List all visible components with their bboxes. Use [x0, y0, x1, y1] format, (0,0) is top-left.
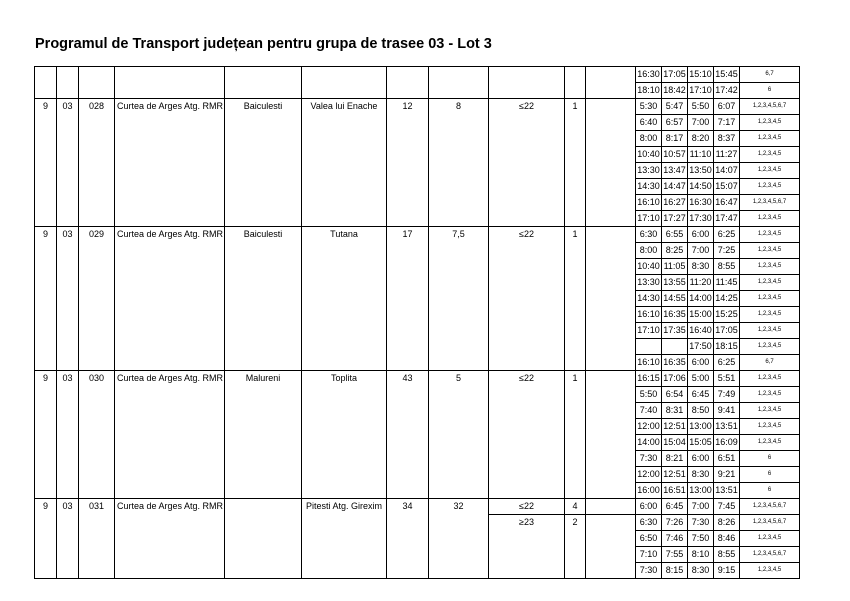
- time-cell: 15:07: [714, 179, 740, 195]
- time-cell: 13:30: [636, 275, 662, 291]
- days-cell: 6: [740, 451, 800, 467]
- time-cell: 14:00: [688, 291, 714, 307]
- days-cell: 1,2,3,4,5: [740, 131, 800, 147]
- table-row: [35, 499, 800, 515]
- time-cell: 6:55: [662, 227, 688, 243]
- time-cell: 7:30: [636, 451, 662, 467]
- time-cell: 16:09: [714, 435, 740, 451]
- time-cell: 6:07: [714, 99, 740, 115]
- time-cell: 18:15: [714, 339, 740, 355]
- time-cell: 13:30: [636, 163, 662, 179]
- days-cell: 6: [740, 467, 800, 483]
- days-cell: 1,2,3,4,5: [740, 387, 800, 403]
- destination-cell: Toplita: [302, 371, 387, 499]
- time-cell: 5:51: [714, 371, 740, 387]
- time-cell: 15:04: [662, 435, 688, 451]
- time-cell: 10:57: [662, 147, 688, 163]
- time-cell: 7:40: [636, 403, 662, 419]
- time-cell: 16:51: [662, 483, 688, 499]
- time-cell: 18:10: [636, 83, 662, 99]
- schedule-table: [34, 66, 800, 579]
- empty-cell: [35, 67, 57, 99]
- time-cell: 8:17: [662, 131, 688, 147]
- time-cell: 18:42: [662, 83, 688, 99]
- destination-cell: Pitesti Atg. Girexim: [302, 499, 387, 579]
- time-cell: 8:55: [714, 259, 740, 275]
- days-cell: 1,2,3,4,5: [740, 211, 800, 227]
- time-cell: 15:25: [714, 307, 740, 323]
- days-cell: 1,2,3,4,5: [740, 323, 800, 339]
- zone-cell: 9: [35, 227, 57, 371]
- time-cell: 8:20: [688, 131, 714, 147]
- days-cell: 1,2,3,4,5: [740, 115, 800, 131]
- empty-cell: [489, 67, 565, 99]
- days-cell: 1,2,3,4,5,6,7: [740, 195, 800, 211]
- time-cell: 11:10: [688, 147, 714, 163]
- days-cell: 1,2,3,4,5,6,7: [740, 99, 800, 115]
- time-cell: 7:46: [662, 531, 688, 547]
- time-cell: 5:50: [636, 387, 662, 403]
- days-cell: 6: [740, 483, 800, 499]
- days-cell: 6,7: [740, 355, 800, 371]
- time-cell: [662, 339, 688, 355]
- stops-cell: 5: [429, 371, 489, 499]
- time-cell: 7:25: [714, 243, 740, 259]
- time-cell: 14:30: [636, 179, 662, 195]
- time-cell: 12:51: [662, 419, 688, 435]
- route-code-cell: 031: [79, 499, 115, 579]
- spacer-cell: [586, 99, 636, 227]
- time-cell: 8:55: [714, 547, 740, 563]
- time-cell: 9:15: [714, 563, 740, 579]
- time-cell: 8:30: [688, 467, 714, 483]
- time-cell: 8:26: [714, 515, 740, 531]
- time-cell: 17:50: [688, 339, 714, 355]
- table-row: [35, 371, 800, 387]
- table-row: [35, 99, 800, 115]
- time-cell: 13:00: [688, 419, 714, 435]
- time-cell: 17:10: [688, 83, 714, 99]
- time-cell: 12:00: [636, 467, 662, 483]
- time-cell: 15:45: [714, 67, 740, 83]
- time-cell: 5:47: [662, 99, 688, 115]
- time-cell: 7:00: [688, 243, 714, 259]
- time-cell: 14:25: [714, 291, 740, 307]
- table-row: [35, 67, 800, 83]
- time-cell: 8:25: [662, 243, 688, 259]
- time-cell: 6:57: [662, 115, 688, 131]
- time-cell: 5:00: [688, 371, 714, 387]
- days-cell: 1,2,3,4,5: [740, 275, 800, 291]
- time-cell: 6:45: [662, 499, 688, 515]
- time-cell: 16:30: [688, 195, 714, 211]
- time-cell: 11:27: [714, 147, 740, 163]
- time-cell: 7:17: [714, 115, 740, 131]
- time-cell: 6:30: [636, 227, 662, 243]
- time-cell: 8:30: [688, 563, 714, 579]
- time-cell: 17:30: [688, 211, 714, 227]
- time-cell: 16:35: [662, 355, 688, 371]
- time-cell: 7:49: [714, 387, 740, 403]
- time-cell: 6:45: [688, 387, 714, 403]
- empty-cell: [429, 67, 489, 99]
- time-cell: 6:50: [636, 531, 662, 547]
- origin-cell: Curtea de Arges Atg. RMR: [115, 499, 225, 579]
- days-cell: 1,2,3,4,5: [740, 419, 800, 435]
- time-cell: 11:45: [714, 275, 740, 291]
- group-cell: 03: [57, 227, 79, 371]
- time-cell: 5:50: [688, 99, 714, 115]
- days-cell: 1,2,3,4,5: [740, 307, 800, 323]
- time-cell: 17:47: [714, 211, 740, 227]
- group-cell: 03: [57, 499, 79, 579]
- route-code-cell: 029: [79, 227, 115, 371]
- via-cell: Baiculesti: [225, 99, 302, 227]
- vehicles-cell: 2: [565, 515, 586, 579]
- time-cell: 15:05: [688, 435, 714, 451]
- time-cell: 16:35: [662, 307, 688, 323]
- time-cell: 8:21: [662, 451, 688, 467]
- time-cell: 7:10: [636, 547, 662, 563]
- days-cell: 1,2,3,4,5: [740, 403, 800, 419]
- time-cell: 7:00: [688, 115, 714, 131]
- time-cell: 13:47: [662, 163, 688, 179]
- time-cell: 13:00: [688, 483, 714, 499]
- time-cell: 16:27: [662, 195, 688, 211]
- days-cell: 6: [740, 83, 800, 99]
- time-cell: 16:10: [636, 355, 662, 371]
- time-cell: 7:55: [662, 547, 688, 563]
- via-cell: Malureni: [225, 371, 302, 499]
- days-cell: 1,2,3,4,5: [740, 163, 800, 179]
- capacity-cell: ≤22: [489, 99, 565, 227]
- empty-cell: [115, 67, 225, 99]
- zone-cell: 9: [35, 99, 57, 227]
- time-cell: 13:51: [714, 419, 740, 435]
- time-cell: 8:00: [636, 243, 662, 259]
- capacity-cell: ≥23: [489, 515, 565, 579]
- time-cell: 8:00: [636, 131, 662, 147]
- spacer-cell: [586, 227, 636, 371]
- time-cell: 17:42: [714, 83, 740, 99]
- empty-cell: [387, 67, 429, 99]
- origin-cell: Curtea de Arges Atg. RMR: [115, 99, 225, 227]
- time-cell: 8:15: [662, 563, 688, 579]
- empty-cell: [225, 67, 302, 99]
- empty-cell: [586, 67, 636, 99]
- distance-cell: 43: [387, 371, 429, 499]
- days-cell: 1,2,3,4,5: [740, 371, 800, 387]
- days-cell: 1,2,3,4,5: [740, 339, 800, 355]
- time-cell: 6:00: [688, 451, 714, 467]
- stops-cell: 8: [429, 99, 489, 227]
- via-cell: [225, 499, 302, 579]
- time-cell: 17:10: [636, 323, 662, 339]
- destination-cell: Valea lui Enache: [302, 99, 387, 227]
- time-cell: 7:30: [636, 563, 662, 579]
- spacer-cell: [586, 499, 636, 515]
- distance-cell: 17: [387, 227, 429, 371]
- capacity-cell: ≤22: [489, 499, 565, 515]
- zone-cell: 9: [35, 371, 57, 499]
- time-cell: 6:25: [714, 227, 740, 243]
- stops-cell: 7,5: [429, 227, 489, 371]
- empty-cell: [565, 67, 586, 99]
- days-cell: 1,2,3,4,5: [740, 291, 800, 307]
- route-code-cell: 030: [79, 371, 115, 499]
- time-cell: 16:40: [688, 323, 714, 339]
- time-cell: 8:30: [688, 259, 714, 275]
- group-cell: 03: [57, 371, 79, 499]
- time-cell: 7:50: [688, 531, 714, 547]
- time-cell: 7:30: [688, 515, 714, 531]
- days-cell: 1,2,3,4,5: [740, 179, 800, 195]
- time-cell: 8:50: [688, 403, 714, 419]
- time-cell: [636, 339, 662, 355]
- time-cell: 17:05: [714, 323, 740, 339]
- time-cell: 7:26: [662, 515, 688, 531]
- time-cell: 16:47: [714, 195, 740, 211]
- time-cell: 17:35: [662, 323, 688, 339]
- time-cell: 6:40: [636, 115, 662, 131]
- time-cell: 6:30: [636, 515, 662, 531]
- time-cell: 6:00: [636, 499, 662, 515]
- time-cell: 7:45: [714, 499, 740, 515]
- table-row: [35, 227, 800, 243]
- stops-cell: 32: [429, 499, 489, 579]
- route-code-cell: 028: [79, 99, 115, 227]
- days-cell: 1,2,3,4,5: [740, 243, 800, 259]
- time-cell: 7:00: [688, 499, 714, 515]
- days-cell: 1,2,3,4,5,6,7: [740, 515, 800, 531]
- time-cell: 16:00: [636, 483, 662, 499]
- time-cell: 8:46: [714, 531, 740, 547]
- time-cell: 11:20: [688, 275, 714, 291]
- vehicles-cell: 1: [565, 371, 586, 499]
- time-cell: 6:25: [714, 355, 740, 371]
- time-cell: 13:51: [714, 483, 740, 499]
- empty-cell: [302, 67, 387, 99]
- days-cell: 1,2,3,4,5: [740, 227, 800, 243]
- time-cell: 6:54: [662, 387, 688, 403]
- vehicles-cell: 1: [565, 99, 586, 227]
- time-cell: 10:40: [636, 259, 662, 275]
- vehicles-cell: 4: [565, 499, 586, 515]
- distance-cell: 12: [387, 99, 429, 227]
- origin-cell: Curtea de Arges Atg. RMR: [115, 371, 225, 499]
- empty-cell: [79, 67, 115, 99]
- time-cell: 16:15: [636, 371, 662, 387]
- time-cell: 11:05: [662, 259, 688, 275]
- time-cell: 14:47: [662, 179, 688, 195]
- time-cell: 16:10: [636, 195, 662, 211]
- time-cell: 17:10: [636, 211, 662, 227]
- time-cell: 15:10: [688, 67, 714, 83]
- days-cell: 6,7: [740, 67, 800, 83]
- destination-cell: Tutana: [302, 227, 387, 371]
- time-cell: 16:30: [636, 67, 662, 83]
- time-cell: 12:51: [662, 467, 688, 483]
- zone-cell: 9: [35, 499, 57, 579]
- spacer-cell: [586, 371, 636, 499]
- time-cell: 6:51: [714, 451, 740, 467]
- time-cell: 6:00: [688, 355, 714, 371]
- time-cell: 17:05: [662, 67, 688, 83]
- time-cell: 14:55: [662, 291, 688, 307]
- time-cell: 14:30: [636, 291, 662, 307]
- days-cell: 1,2,3,4,5: [740, 435, 800, 451]
- days-cell: 1,2,3,4,5: [740, 563, 800, 579]
- group-cell: 03: [57, 99, 79, 227]
- origin-cell: Curtea de Arges Atg. RMR: [115, 227, 225, 371]
- spacer-cell: [586, 515, 636, 579]
- days-cell: 1,2,3,4,5: [740, 147, 800, 163]
- via-cell: Baiculesti: [225, 227, 302, 371]
- capacity-cell: ≤22: [489, 371, 565, 499]
- time-cell: 13:50: [688, 163, 714, 179]
- time-cell: 14:00: [636, 435, 662, 451]
- time-cell: 14:07: [714, 163, 740, 179]
- time-cell: 9:41: [714, 403, 740, 419]
- time-cell: 17:06: [662, 371, 688, 387]
- time-cell: 12:00: [636, 419, 662, 435]
- time-cell: 10:40: [636, 147, 662, 163]
- time-cell: 13:55: [662, 275, 688, 291]
- distance-cell: 34: [387, 499, 429, 579]
- days-cell: 1,2,3,4,5: [740, 259, 800, 275]
- time-cell: 5:30: [636, 99, 662, 115]
- time-cell: 8:31: [662, 403, 688, 419]
- time-cell: 14:50: [688, 179, 714, 195]
- time-cell: 8:10: [688, 547, 714, 563]
- days-cell: 1,2,3,4,5: [740, 531, 800, 547]
- vehicles-cell: 1: [565, 227, 586, 371]
- days-cell: 1,2,3,4,5,6,7: [740, 499, 800, 515]
- time-cell: 15:00: [688, 307, 714, 323]
- time-cell: 16:10: [636, 307, 662, 323]
- time-cell: 6:00: [688, 227, 714, 243]
- page-title: Programul de Transport județean pentru grupa de trasee 03 - Lot 3: [35, 36, 492, 52]
- time-cell: 8:37: [714, 131, 740, 147]
- time-cell: 9:21: [714, 467, 740, 483]
- empty-cell: [57, 67, 79, 99]
- time-cell: 17:27: [662, 211, 688, 227]
- days-cell: 1,2,3,4,5,6,7: [740, 547, 800, 563]
- capacity-cell: ≤22: [489, 227, 565, 371]
